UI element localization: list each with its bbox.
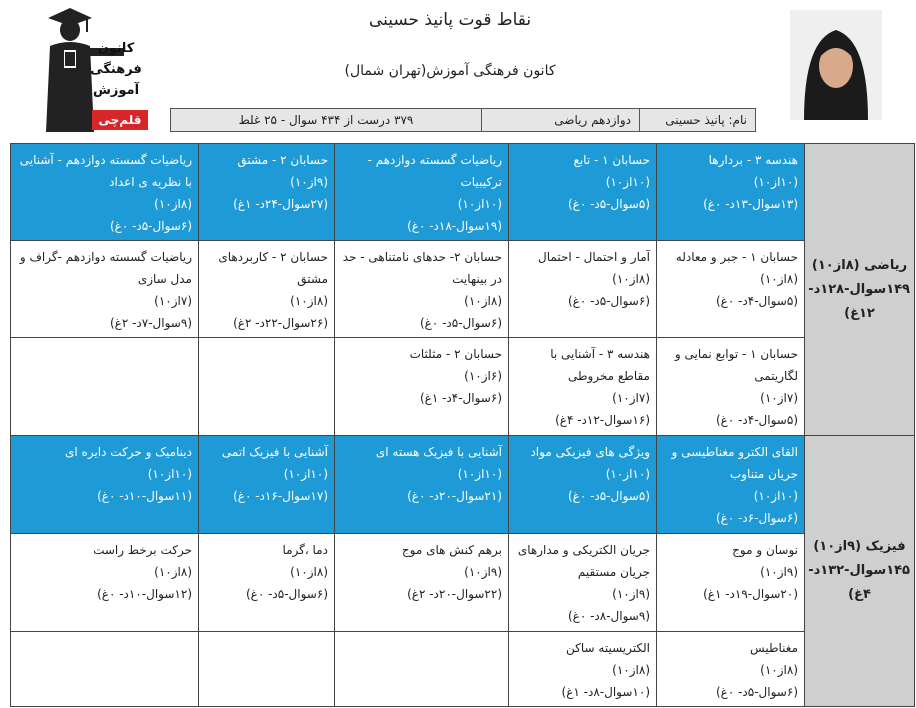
topic-score: (۱۰از۱۰) [753,489,798,503]
topic-title: حسابان ۱ - تابع [573,153,650,167]
subject-topic-row [11,338,915,436]
topic-detail: (۵سوال-۴د- ۰غ) [715,294,798,308]
topic-title: حسابان ۲ - مثلثات [409,347,502,361]
topic-detail: (۶سوال-۴د- ۱غ) [419,391,502,405]
subject-label: فیزیک (۹از۱۰) ۱۴۵سوال-۱۳۲د- ۴غ) [805,436,915,707]
topic-cell [509,241,657,338]
subject-topic-row [11,534,915,632]
topic-title: حسابان ۲ - مشتق [237,153,328,167]
topic-cell [657,144,805,241]
topic-cell [199,436,335,534]
topic-cell [335,436,509,534]
student-info-bar [170,108,756,132]
test-summary: ۳۷۹ درست از ۴۳۴ سوال - ۲۵ غلط [171,109,481,131]
topic-cell [335,241,509,338]
topic-title: آشنایی با فیزیک هسته ای [375,445,502,459]
topic-title: ریاضیات گسسته دوازدهم - آشنایی با نظریه ی اعداد [19,153,192,189]
topic-score: (۸از۱۰) [760,663,798,677]
topic-detail: (۱۶سوال-۱۲د- ۴غ) [555,413,650,427]
topic-cell [509,534,657,632]
topic-detail: (۲۰سوال-۱۹د- ۱غ) [703,587,798,601]
topic-title: دینامیک و حرکت دایره ای [65,445,192,459]
topic-title: حسابان ۱ - توابع نمایی و لگاریتمی [674,347,798,383]
topic-cell [509,338,657,436]
topic-detail: (۶سوال-۵د- ۰غ) [419,316,502,330]
topic-title: ریاضیات گسسته دوازدهم -گراف و مدل سازی [19,250,192,286]
topic-score: (۸از۱۰) [154,565,192,579]
topic-cell [657,241,805,338]
logo-line-3: آموزش [92,83,140,98]
topic-score: (۸از۱۰) [290,294,328,308]
topic-cell [509,436,657,534]
topic-cell [199,632,335,707]
subject-top-row [11,144,915,241]
topic-score: (۶از۱۰) [464,369,502,383]
logo-brand: قلم‌چی [92,110,148,130]
topic-score: (۹از۱۰) [612,587,650,601]
topic-detail: (۶سوال-۵د- ۰غ) [245,587,328,601]
topic-detail: (۱۳سوال-۱۳د- ۰غ) [703,197,798,211]
topic-cell [509,144,657,241]
topic-detail: (۵سوال-۵د- ۰غ) [567,197,650,211]
topic-score: (۷از۱۰) [760,391,798,405]
organization-title: کانون فرهنگی آموزش(تهران شمال) [344,63,556,79]
topic-cell [11,632,199,707]
topic-title: آشنایی با فیزیک اتمی [221,445,328,459]
topic-cell [335,144,509,241]
subject-topic-row [11,241,915,338]
topic-score: (۸از۱۰) [760,272,798,286]
topic-cell [11,436,199,534]
topic-title: القای الکترو مغناطیسی و جریان متناوب [671,445,798,481]
topic-score: (۹از۱۰) [464,565,502,579]
topic-cell [657,534,805,632]
topic-title: نوسان و موج [732,543,798,557]
topic-cell [657,436,805,534]
topic-cell [199,241,335,338]
topic-score: (۱۰از۱۰) [605,467,650,481]
topic-cell [11,534,199,632]
topic-title: حسابان ۱ - جبر و معادله [675,250,798,264]
topic-score: (۸از۱۰) [154,197,192,211]
topic-title: آمار و احتمال - احتمال [538,250,650,264]
topic-title: هندسه ۳ - آشنایی با مقاطع مخروطی [550,347,650,383]
student-name: نام: پانیذ حسینی [639,109,755,131]
topic-detail: (۱۲سوال-۱۰د- ۰غ) [97,587,192,601]
topic-score: (۸از۱۰) [290,565,328,579]
topic-title: جریان الکتریکی و مدارهای جریان مستقیم [517,543,650,579]
topic-score: (۸از۱۰) [612,272,650,286]
subject-label: ریاضی (۸از۱۰) ۱۴۹سوال-۱۲۸د- ۱۲غ) [805,144,915,436]
strengths-table [10,143,915,707]
topic-score: (۹از۱۰) [760,565,798,579]
subject-topic-row [11,632,915,707]
topic-cell [199,338,335,436]
topic-cell [335,534,509,632]
topic-cell [11,338,199,436]
topic-score: (۷از۱۰) [612,391,650,405]
topic-cell [657,338,805,436]
topic-score: (۷از۱۰) [154,294,192,308]
subject-top-row [11,436,915,534]
topic-detail: (۱۹سوال-۱۸د- ۰غ) [407,219,502,233]
topic-title: هندسه ۳ - بردارها [708,153,798,167]
topic-title: برهم کنش های موج [401,543,502,557]
topic-score: (۱۰از۱۰) [457,467,502,481]
topic-score: (۹از۱۰) [290,175,328,189]
topic-title: حسابان ۲- حدهای نامتناهی - حد در بینهایت [342,250,502,286]
topic-title: ویژگی های فیزیکی مواد [530,445,650,459]
topic-cell [11,144,199,241]
topic-detail: (۶سوال-۵د- ۰غ) [109,219,192,233]
topic-cell [335,632,509,707]
topic-score: (۱۰از۱۰) [605,175,650,189]
topic-cell [11,241,199,338]
topic-title: الکتریسیته ساکن [566,641,650,655]
topic-detail: (۶سوال-۶د- ۰غ) [715,511,798,525]
topic-detail: (۵سوال-۴د- ۰غ) [715,413,798,427]
topic-detail: (۱۱سوال-۱۰د- ۰غ) [97,489,192,503]
topic-title: دما ،گرما [282,543,328,557]
topic-detail: (۵سوال-۵د- ۰غ) [567,489,650,503]
topic-title: مغناطیس [750,641,798,655]
topic-detail: (۹سوال-۸د- ۰غ) [567,609,650,623]
student-photo [790,10,882,120]
topic-cell [199,144,335,241]
page-title: نقاط قوت پانیذ حسینی [368,10,532,30]
topic-title: حرکت برخط راست [93,543,192,557]
topic-score: (۱۰از۱۰) [147,467,192,481]
kanoon-logo [40,4,152,134]
topic-detail: (۲۲سوال-۲۰د- ۲غ) [407,587,502,601]
topic-detail: (۱۰سوال-۸د- ۱غ) [561,685,650,699]
topic-score: (۸از۱۰) [612,663,650,677]
topic-cell [335,338,509,436]
topic-score: (۱۰از۱۰) [457,197,502,211]
topic-detail: (۱۷سوال-۱۶د- ۰غ) [233,489,328,503]
topic-detail: (۹سوال-۷د- ۲غ) [109,316,192,330]
topic-detail: (۶سوال-۵د- ۰غ) [567,294,650,308]
topic-score: (۱۰از۱۰) [753,175,798,189]
topic-cell [509,632,657,707]
topic-cell [199,534,335,632]
topic-score: (۱۰از۱۰) [283,467,328,481]
topic-detail: (۲۶سوال-۲۲د- ۲غ) [233,316,328,330]
topic-title: ریاضیات گسسته دوازدهم - ترکیبیات [367,153,502,189]
topic-detail: (۲۱سوال-۲۰د- ۰غ) [407,489,502,503]
topic-detail: (۶سوال-۵د- ۰غ) [715,685,798,699]
topic-detail: (۲۷سوال-۲۴د- ۱غ) [233,197,328,211]
student-grade: دوازدهم ریاضی [481,109,639,131]
topic-cell [657,632,805,707]
topic-score: (۸از۱۰) [464,294,502,308]
logo-line-1: کانون [97,41,135,56]
logo-line-2: فرهنگی [90,62,142,77]
topic-title: حسابان ۲ - کاربردهای مشتق [218,250,328,286]
